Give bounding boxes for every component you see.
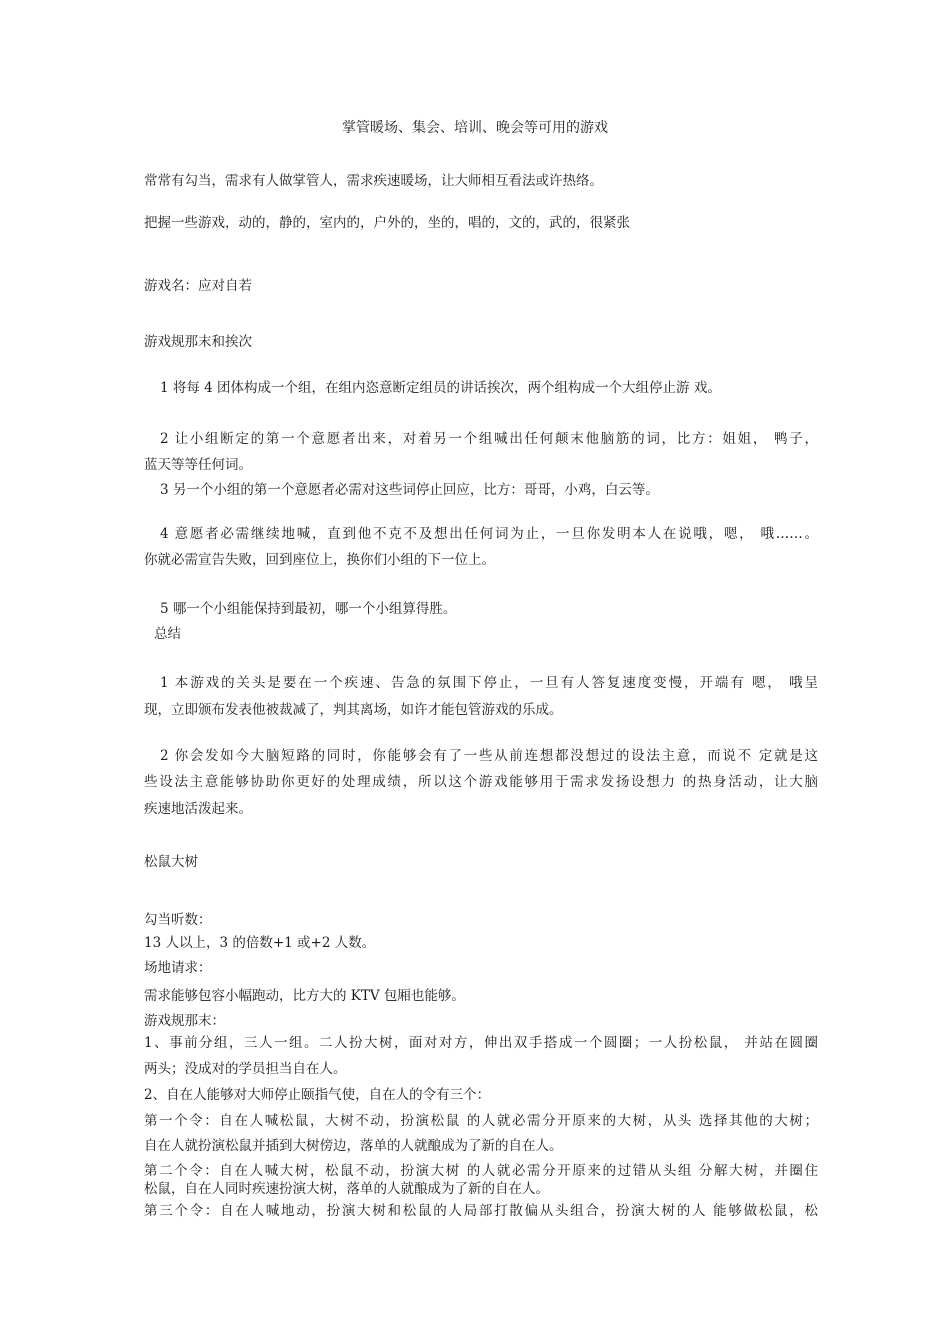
rule-2-line-2: 蓝天等等任何词。 — [144, 457, 252, 473]
rules-heading: 游戏规那末和挨次 — [144, 334, 252, 350]
rule-4-line-1: 4 意愿者必需继续地喊，直到他不克不及想出任何词为止，一旦你发明本人在说哦，嗯， 哦……。 — [160, 526, 818, 542]
summary-2-line-1: 2 你会发如今大脑短路的同时，你能够会有了一些从前连想都没想过的设法主意，而说不 定就是这 — [160, 748, 818, 764]
summary-1-line-2: 现，立即颁布发表他被裁减了，判其离场，如许才能包管游戏的乐成。 — [144, 702, 563, 718]
venue-label: 场地请求： — [144, 960, 212, 976]
summary-2-line-2: 些设法主意能够协助你更好的处理成绩，所以这个游戏能够用于需求发扬设想力 的热身活动，让大脑 — [144, 774, 818, 790]
game-2-rule-1-line-2: 两头；没成对的学员担当自在人。 — [144, 1061, 347, 1077]
participants-value: 13 人以上，3 的倍数+1 或+2 人数。 — [144, 935, 376, 951]
command-3-line-1: 第三个令：自在人喊地动，扮演大树和松鼠的人局部打散偏从头组合，扮演大树的人 能够做松鼠，松 — [144, 1203, 818, 1219]
participants-label: 勾当听数： — [144, 912, 212, 928]
page-title: 掌管暖场、集会、培训、晚会等可用的游戏 — [342, 120, 608, 136]
game-2-name: 松鼠大树 — [144, 854, 198, 870]
rule-5: 5 哪一个小组能保持到最初，哪一个小组算得胜。 — [160, 601, 457, 617]
rule-1: 1 将每 4 团体构成一个组，在组内恣意断定组员的讲话挨次，两个组构成一个大组停止游 戏。 — [160, 380, 721, 396]
summary-heading: 总结 — [154, 626, 181, 642]
game-2-rules-label: 游戏规那末： — [144, 1013, 225, 1029]
venue-value: 需求能够包容小幅跑动，比方大的 KTV 包厢也能够。 — [144, 988, 465, 1004]
game-2-rule-1-line-1: 1、事前分组，三人一组。二人扮大树，面对对方，伸出双手搭成一个圆圈；一人扮松鼠， 并站在圆圈 — [144, 1035, 818, 1051]
rule-4-line-2: 你就必需宣告失败，回到座位上，换你们小组的下一位上。 — [144, 552, 495, 568]
command-1-line-2: 自在人就扮演松鼠并插到大树傍边，落单的人就酿成为了新的自在人。 — [144, 1138, 563, 1154]
summary-2-line-3: 疾速地活泼起来。 — [144, 801, 252, 817]
command-2-line-2: 松鼠，自在人同时疾速扮演大树，落单的人就酿成为了新的自在人。 — [144, 1181, 549, 1197]
game-2-rule-2: 2、自在人能够对大师停止颐指气使，自在人的令有三个： — [144, 1087, 491, 1103]
summary-1-line-1: 1 本游戏的关头是要在一个疾速、告急的氛围下停止，一旦有人答复速度变慢，开端有 嗯， 哦呈 — [160, 675, 818, 691]
intro-line-1: 常常有勾当，需求有人做掌管人，需求疾速暖场，让大师相互看法或许热络。 — [144, 173, 603, 189]
rule-3: 3 另一个小组的第一个意愿者必需对这些词停止回应，比方：哥哥，小鸡，白云等。 — [160, 482, 659, 498]
command-2-line-1: 第二个令：自在人喊大树，松鼠不动，扮演大树 的人就必需分开原来的过错从头组 分解大树，并圈住 — [144, 1163, 818, 1179]
rule-2-line-1: 2 让小组断定的第一个意愿者出来，对着另一个组喊出任何颠末他脑筋的词，比方：姐姐， 鸭子， — [160, 431, 818, 447]
game-name: 游戏名：应对自若 — [144, 278, 252, 294]
command-1-line-1: 第一个令：自在人喊松鼠，大树不动，扮演松鼠 的人就必需分开原来的大树，从头 选择其他的大树； — [144, 1113, 818, 1129]
intro-line-2: 把握一些游戏，动的，静的，室内的，户外的，坐的，唱的，文的，武的，很紧张 — [144, 215, 630, 231]
